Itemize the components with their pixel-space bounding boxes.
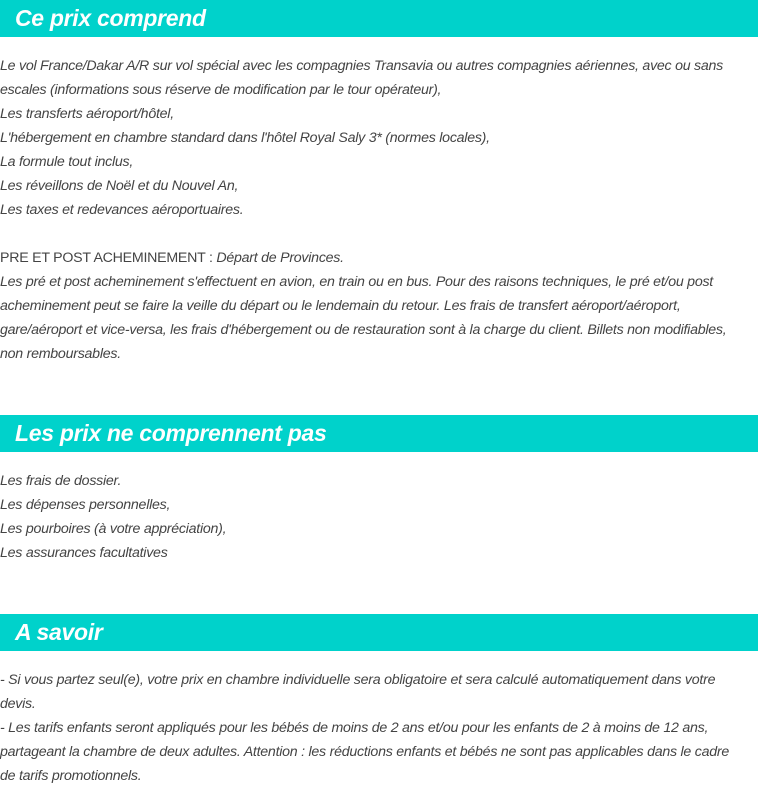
list-item: Les réveillons de Noël et du Nouvel An, [0,178,239,194]
preacheminement-text: gare/aéroport et vice-versa, les frais d'hébergement ou de restauration sont à la charge du client. Billets non modifiables, [0,322,727,338]
section-title: Ce prix comprend [15,5,206,31]
list-item: - Si vous partez seul(e), votre prix en chambre individuelle sera obligatoire et sera calculé automatiquement dans votre [0,672,716,688]
section-title: A savoir [15,619,103,645]
list-item: Le vol France/Dakar A/R sur vol spécial avec les compagnies Transavia ou autres compagnies aériennes, avec ou sans [0,58,724,74]
price-includes-body [0,54,758,366]
section-price-includes [0,0,758,366]
list-item: La formule tout inclus, [0,154,134,170]
preacheminement-text: non remboursables. [0,346,121,362]
list-item: Les taxes et redevances aéroportuaires. [0,202,244,218]
list-item: de tarifs promotionnels. [0,768,142,784]
list-item: Les pourboires (à votre appréciation), [0,521,227,537]
list-item: devis. [0,696,36,712]
preacheminement-value: Départ de Provinces. [216,250,344,266]
list-item: Les dépenses personnelles, [0,497,171,513]
preacheminement-text: acheminement peut se faire la veille du départ ou le lendemain du retour. Les frais de transfert aéroport/aéroport, [0,298,681,314]
good-to-know-body [0,668,758,788]
list-item: Les assurances facultatives [0,545,168,561]
list-item: Les frais de dossier. [0,473,122,489]
list-item: partageant la chambre de deux adultes. Attention : les réductions enfants et bébés ne sont pas applicables dans le cadre [0,744,730,760]
price-excludes-body [0,469,758,565]
list-item: - Les tarifs enfants seront appliqués pour les bébés de moins de 2 ans et/ou pour les enfants de 2 à moins de 12 ans, [0,720,709,736]
list-item: L'hébergement en chambre standard dans l'hôtel Royal Saly 3* (normes locales), [0,130,490,146]
section-header-price-includes [0,0,758,37]
section-price-excludes [0,415,758,565]
section-header-price-excludes [0,415,758,452]
preacheminement-text: Les pré et post acheminement s'effectuent en avion, en train ou en bus. Pour des raisons techniques, le pré et/ou post [0,274,713,290]
section-good-to-know [0,614,758,788]
list-item: Les transferts aéroport/hôtel, [0,106,174,122]
preacheminement-label: PRE ET POST ACHEMINEMENT : [0,250,217,266]
preacheminement-heading [0,246,758,270]
spacer [0,222,758,246]
section-header-good-to-know [0,614,758,651]
list-item: escales (informations sous réserve de modification par le tour opérateur), [0,82,442,98]
section-title: Les prix ne comprennent pas [15,420,327,446]
